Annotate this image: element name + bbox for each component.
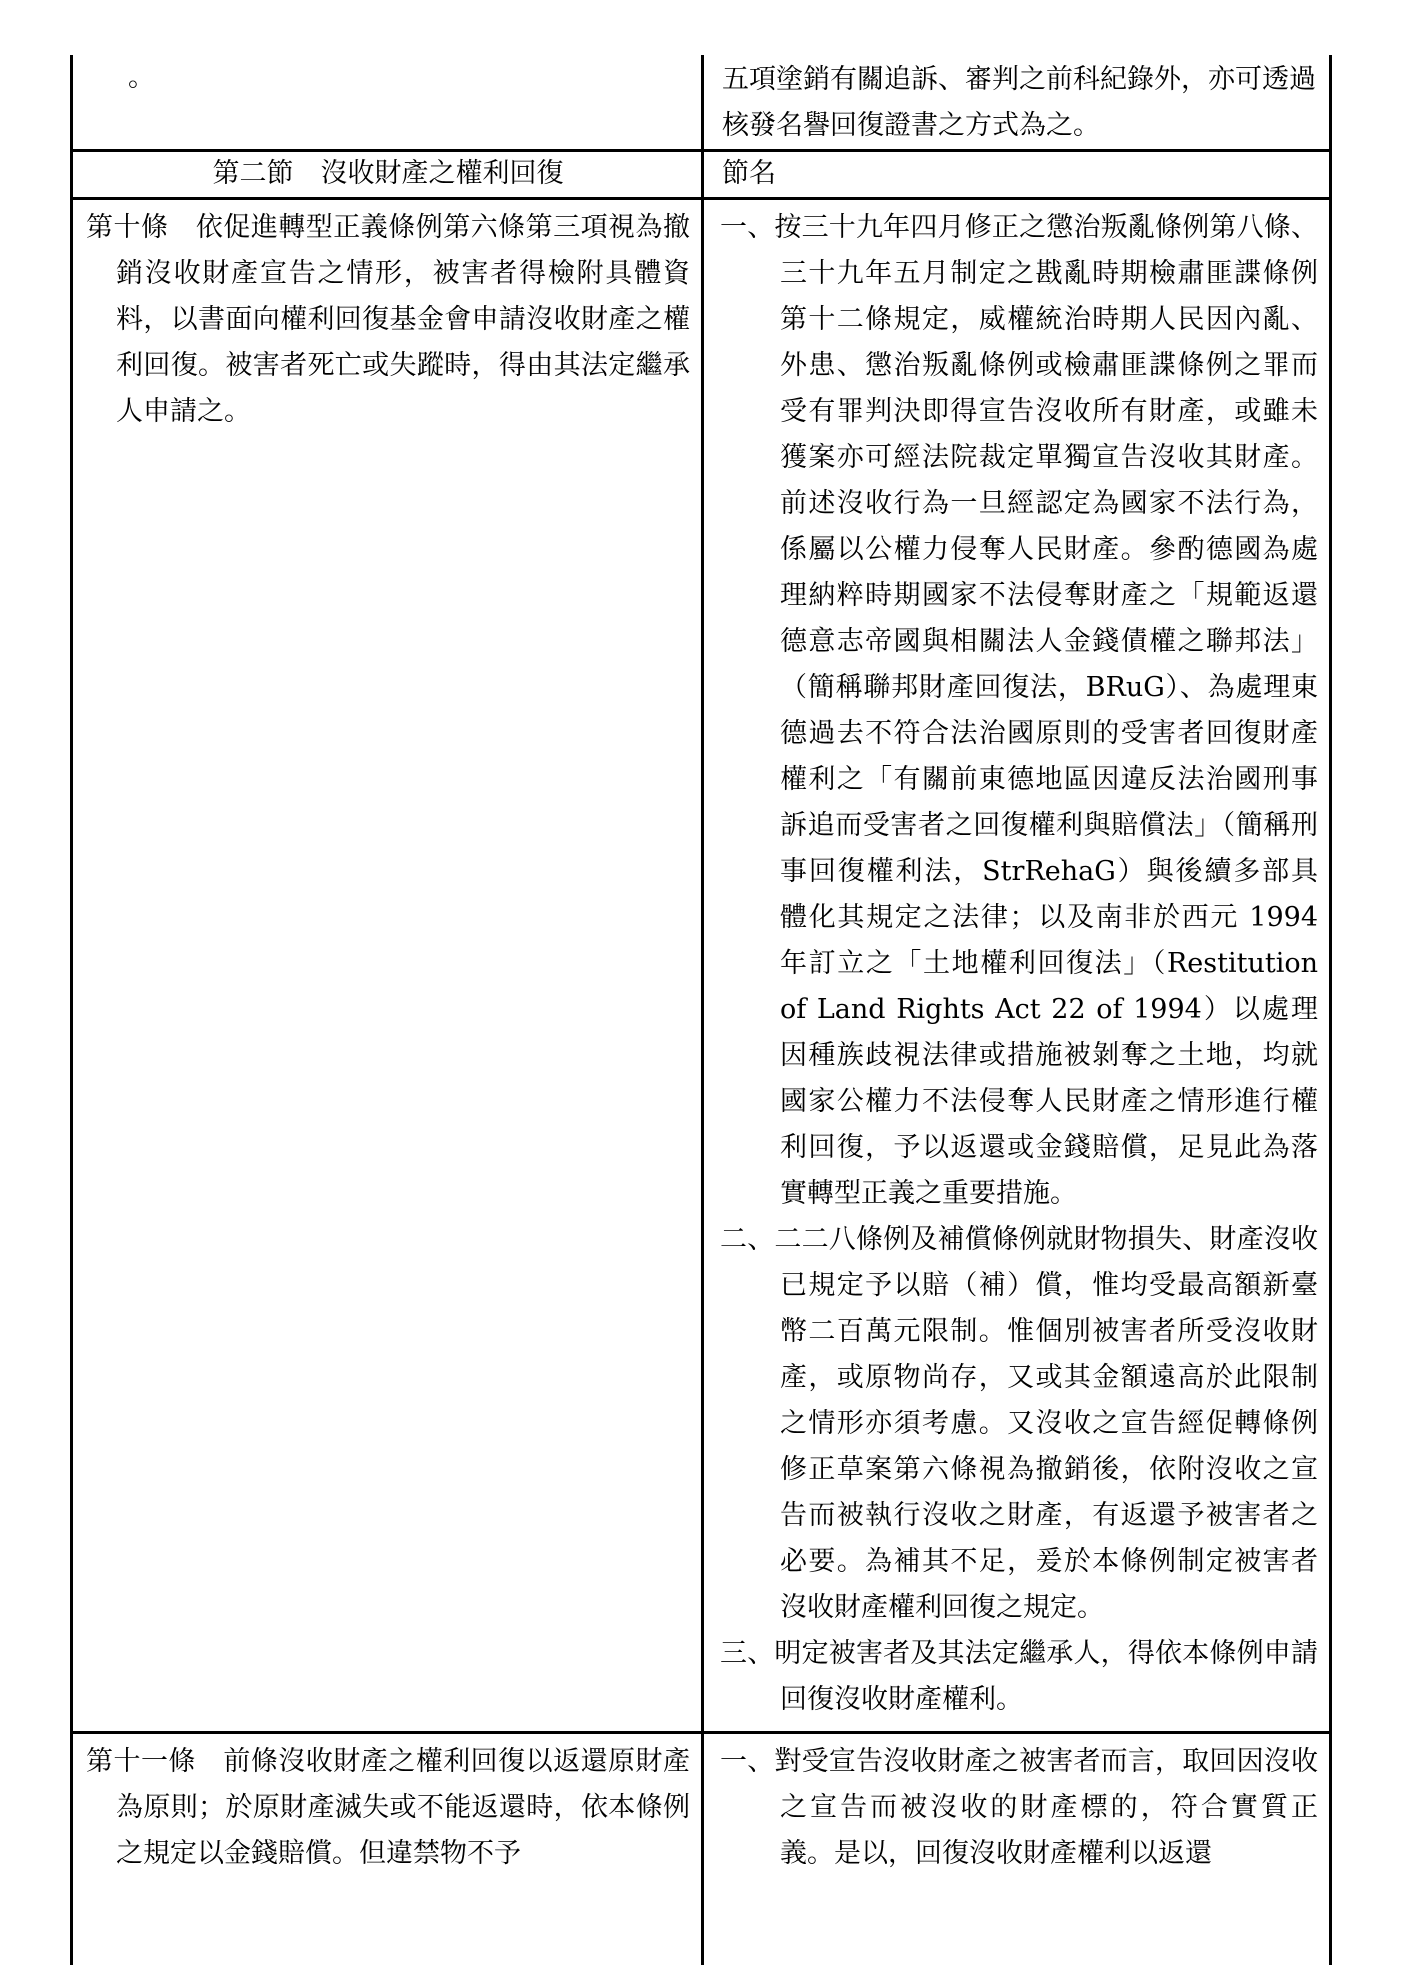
row2-right-cell bbox=[722, 151, 1316, 197]
section-heading: 第二節 沒收財產之權利回復 bbox=[212, 158, 564, 189]
left-text: 。 bbox=[128, 62, 155, 93]
document-table bbox=[70, 55, 1332, 1965]
right-text: 五項塗銷有關追訴、審判之前科紀錄外，亦可透過核發名譽回復證書之方式為之。 bbox=[722, 64, 1316, 141]
table-border-left bbox=[70, 55, 73, 1965]
row-divider bbox=[70, 1731, 1332, 1734]
row1-left-cell bbox=[88, 55, 688, 101]
article-11-text-cell bbox=[86, 1739, 690, 1877]
column-divider bbox=[701, 55, 704, 1965]
section-note: 節名 bbox=[722, 158, 776, 189]
row-divider bbox=[70, 197, 1332, 200]
article-10-text: 第十條 依促進轉型正義條例第六條第三項視為撤銷沒收財產宣告之情形，被害者得檢附具體資料，以書面向權利回復基金會申請沒收財產之權利回復。被害者死亡或失蹤時，得由其法定繼承人申請之。 bbox=[86, 212, 690, 427]
article-11-text: 第十一條 前條沒收財產之權利回復以返還原財產為原則；於原財產滅失或不能返還時，依本條例之規定以金錢賠償。但違禁物不予 bbox=[86, 1746, 690, 1869]
explanation-item-1: 一、對受宣告沒收財產之被害者而言，取回因沒收之宣告而被沒收的財產標的，符合實質正義。是以，回復沒收財產權利以返還 bbox=[720, 1746, 1318, 1869]
article-10-text-cell bbox=[86, 205, 690, 435]
article-10-explanation-cell bbox=[720, 205, 1318, 1723]
article-11-explanation-cell bbox=[720, 1739, 1318, 1877]
explanation-item-2: 二、二二八條例及補償條例就財物損失、財產沒收已規定予以賠（補）償，惟均受最高額新臺幣二百萬元限制。惟個別被害者所受沒收財產，或原物尚存，又或其金額遠高於此限制之情形亦須考慮。又沒收之宣告經促轉條例修正草案第六條視為撤銷後，依附沒收之宣告而被執行沒收之財產，有返還予被害者之必要。為補其不足，爰於本條例制定被害者沒收財產權利回復之規定。 bbox=[720, 1224, 1318, 1623]
table-border-right bbox=[1329, 55, 1332, 1965]
explanation-item-1: 一、按三十九年四月修正之懲治叛亂條例第八條、三十九年五月制定之戡亂時期檢肅匪諜條例第十二條規定，威權統治時期人民因內亂、外患、懲治叛亂條例或檢肅匪諜條例之罪而受有罪判決即得宣告沒收所有財產，或雖未獲案亦可經法院裁定單獨宣告沒收其財產。前述沒收行為一旦經認定為國家不法行為，係屬以公權力侵奪人民財產。參酌德國為處理納粹時期國家不法侵奪財產之「規範返還德意志帝國與相關法人金錢債權之聯邦法」（簡稱聯邦財產回復法，BRuG）、為處理東德過去不符合法治國原則的受害者回復財產權利之「有關前東德地區因違反法治國刑事訴追而受害者之回復權利與賠償法」（簡稱刑事回復權利法，StrRehaG）與後續多部具體化其規定之法律；以及南非於西元 1994 年訂立之「土地權利回復法」（Restitution of Land Rights Act 22 of 1994）以處理因種族歧視法律或措施被剝奪之土地，均就國家公權力不法侵奪人民財產之情形進行權利回復，予以返還或金錢賠償，足見此為落實轉型正義之重要措施。 bbox=[720, 212, 1318, 1209]
explanation-item-3: 三、明定被害者及其法定繼承人，得依本條例申請回復沒收財產權利。 bbox=[720, 1638, 1318, 1715]
row2-left-cell bbox=[88, 151, 688, 197]
row1-right-cell bbox=[722, 57, 1316, 149]
